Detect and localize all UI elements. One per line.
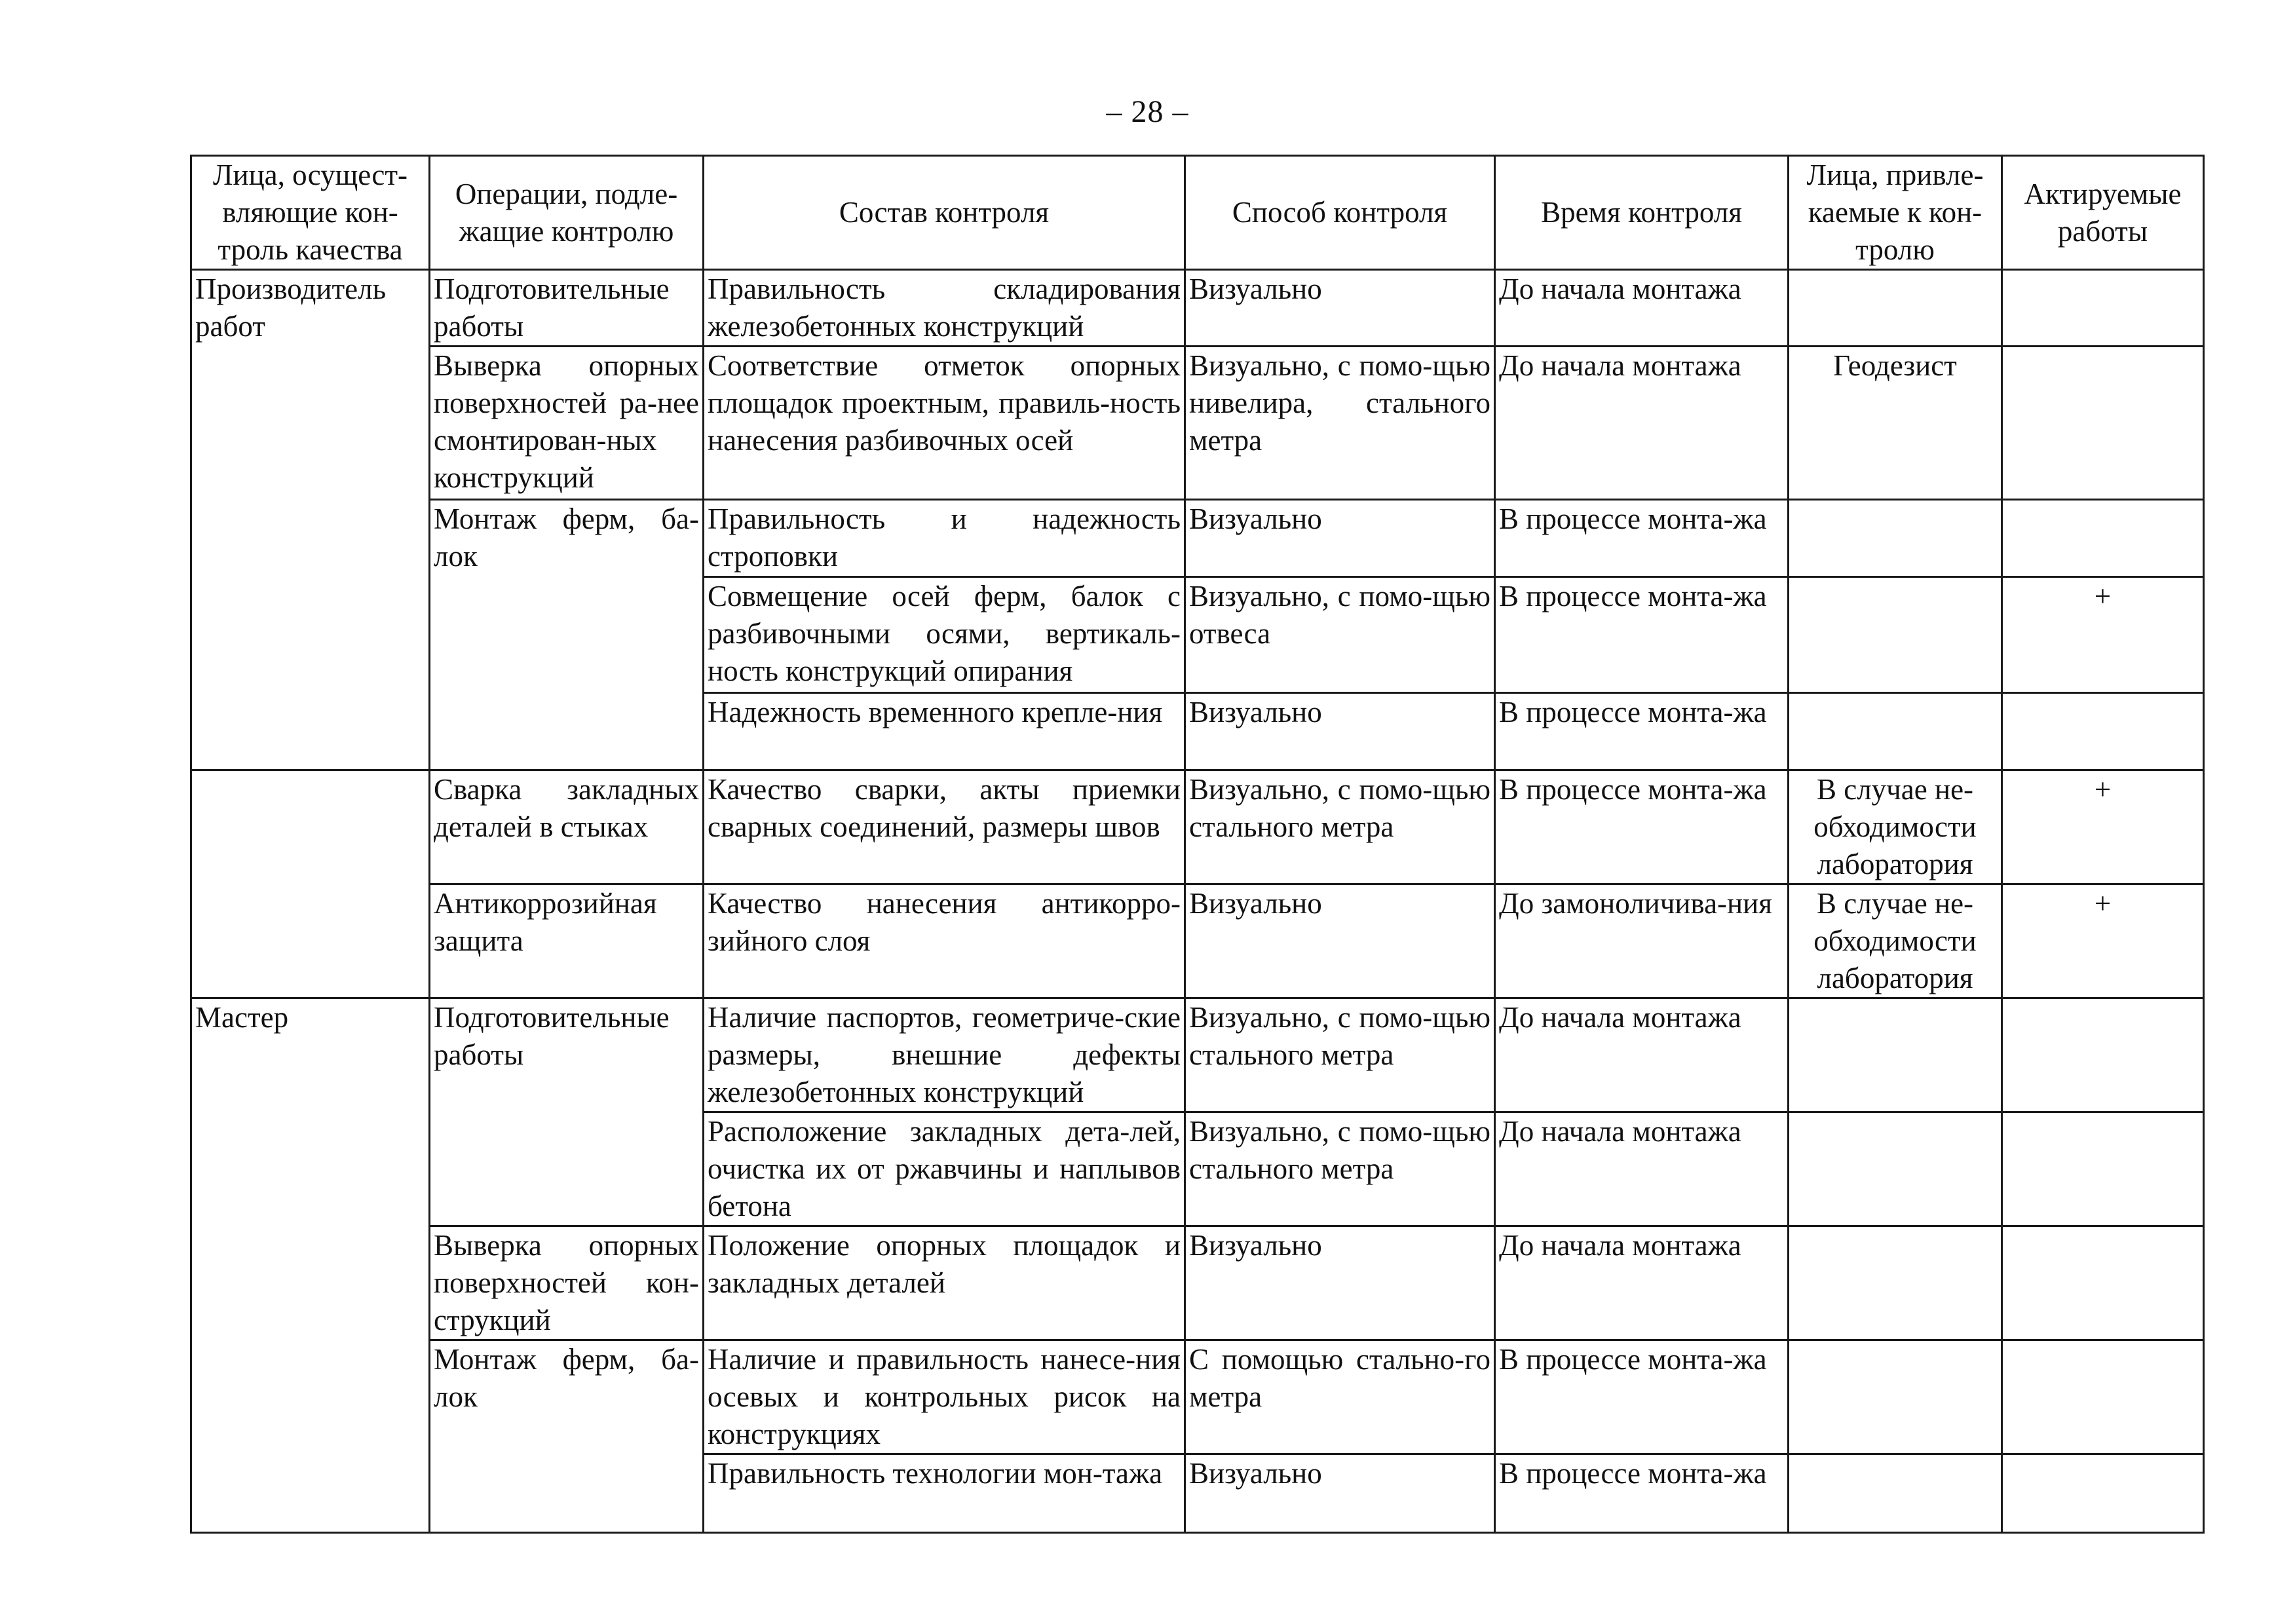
header-cell-involved: Лица, привле-каемые к кон-тролю xyxy=(1789,156,2002,270)
cell-composition: Надежность временного крепле-ния xyxy=(704,693,1185,770)
cell-involved xyxy=(1789,270,2002,347)
cell-operation: Подготовительные работы xyxy=(430,998,704,1112)
cell-operation: Сварка закладных деталей в стыках xyxy=(430,770,704,884)
header-cell-composition: Состав контроля xyxy=(704,156,1185,270)
cell-operation xyxy=(430,1112,704,1226)
cell-person xyxy=(191,1226,430,1340)
header-cell-operation: Операции, подле-жащие контролю xyxy=(430,156,704,270)
cell-method: Визуально, с помо-щью стального метра xyxy=(1185,998,1495,1112)
header-cell-method: Способ контроля xyxy=(1185,156,1495,270)
cell-acts xyxy=(2002,1454,2204,1533)
cell-person xyxy=(191,770,430,884)
cell-person: Производитель работ xyxy=(191,270,430,347)
cell-involved xyxy=(1789,1340,2002,1454)
cell-acts: + xyxy=(2002,884,2204,998)
table-header xyxy=(191,156,2204,270)
cell-operation: Антикоррозийная защита xyxy=(430,884,704,998)
cell-acts xyxy=(2002,998,2204,1112)
page-number: – 28 – xyxy=(1106,94,1189,129)
cell-time: В процессе монта-жа xyxy=(1495,1454,1789,1533)
cell-operation: Подготовительные работы xyxy=(430,270,704,347)
cell-person xyxy=(191,500,430,577)
cell-person xyxy=(191,1340,430,1454)
cell-acts xyxy=(2002,270,2204,347)
cell-involved: Геодезист xyxy=(1789,347,2002,500)
cell-composition: Правильность технологии мон-тажа xyxy=(704,1454,1185,1533)
cell-composition: Качество сварки, акты приемки сварных соединений, размеры швов xyxy=(704,770,1185,884)
cell-operation xyxy=(430,1454,704,1533)
cell-method: Визуально xyxy=(1185,1226,1495,1340)
table-row xyxy=(191,884,2204,998)
table-body xyxy=(191,270,2204,1533)
table-row xyxy=(191,1226,2204,1340)
cell-method: Визуально, с помо-щью отвеса xyxy=(1185,577,1495,693)
cell-time: В процессе монта-жа xyxy=(1495,577,1789,693)
table-row xyxy=(191,1340,2204,1454)
cell-method: Визуально xyxy=(1185,270,1495,347)
cell-involved xyxy=(1789,998,2002,1112)
cell-involved xyxy=(1789,1226,2002,1340)
header-cell-time: Время контроля xyxy=(1495,156,1789,270)
cell-time: До начала монтажа xyxy=(1495,347,1789,500)
table-row xyxy=(191,347,2204,500)
cell-method: Визуально xyxy=(1185,1454,1495,1533)
table-row xyxy=(191,500,2204,577)
cell-involved: В случае не-обходимости лаборатория xyxy=(1789,884,2002,998)
cell-method: С помощью стально-го метра xyxy=(1185,1340,1495,1454)
quality-control-table xyxy=(190,155,2205,1534)
cell-time: В процессе монта-жа xyxy=(1495,1340,1789,1454)
cell-time: В процессе монта-жа xyxy=(1495,770,1789,884)
cell-operation xyxy=(430,577,704,693)
cell-time: До начала монтажа xyxy=(1495,1112,1789,1226)
cell-involved xyxy=(1789,500,2002,577)
cell-composition: Правильность складирования железобетонных конструкций xyxy=(704,270,1185,347)
cell-composition: Правильность и надежность строповки xyxy=(704,500,1185,577)
table-row xyxy=(191,998,2204,1112)
cell-time: В процессе монта-жа xyxy=(1495,693,1789,770)
header-cell-person: Лица, осущест-вляющие кон-троль качества xyxy=(191,156,430,270)
table-row xyxy=(191,693,2204,770)
table-row xyxy=(191,1454,2204,1533)
cell-acts xyxy=(2002,347,2204,500)
cell-involved xyxy=(1789,577,2002,693)
cell-person xyxy=(191,347,430,500)
cell-time: До начала монтажа xyxy=(1495,998,1789,1112)
cell-method: Визуально, с помо-щью стального метра xyxy=(1185,770,1495,884)
cell-time: До начала монтажа xyxy=(1495,270,1789,347)
cell-operation xyxy=(430,693,704,770)
table-row xyxy=(191,770,2204,884)
cell-person: Мастер xyxy=(191,998,430,1112)
cell-involved xyxy=(1789,1112,2002,1226)
cell-method: Визуально xyxy=(1185,500,1495,577)
cell-composition: Положение опорных площадок и закладных деталей xyxy=(704,1226,1185,1340)
header-cell-acts: Актируемые работы xyxy=(2002,156,2204,270)
cell-time: До начала монтажа xyxy=(1495,1226,1789,1340)
table-row xyxy=(191,270,2204,347)
cell-acts xyxy=(2002,1340,2204,1454)
cell-person xyxy=(191,1112,430,1226)
table-row xyxy=(191,1112,2204,1226)
cell-acts xyxy=(2002,1112,2204,1226)
cell-method: Визуально xyxy=(1185,693,1495,770)
cell-composition: Качество нанесения антикорро-зийного слоя xyxy=(704,884,1185,998)
cell-acts: + xyxy=(2002,577,2204,693)
cell-operation: Выверка опорных поверхностей кон-струкций xyxy=(430,1226,704,1340)
cell-acts xyxy=(2002,1226,2204,1340)
cell-involved xyxy=(1789,1454,2002,1533)
cell-person xyxy=(191,884,430,998)
cell-time: До замоноличива-ния xyxy=(1495,884,1789,998)
cell-time: В процессе монта-жа xyxy=(1495,500,1789,577)
cell-acts xyxy=(2002,500,2204,577)
cell-person xyxy=(191,577,430,693)
cell-composition: Наличие и правильность нанесе-ния осевых и контрольных рисок на конструкциях xyxy=(704,1340,1185,1454)
cell-acts: + xyxy=(2002,770,2204,884)
cell-composition: Соответствие отметок опорных площадок проектным, правиль-ность нанесения разбивочных осей xyxy=(704,347,1185,500)
cell-operation: Выверка опорных поверхностей ра-нее смонтирован-ных конструкций xyxy=(430,347,704,500)
table-row xyxy=(191,577,2204,693)
cell-method: Визуально, с помо-щью нивелира, стального метра xyxy=(1185,347,1495,500)
cell-operation: Монтаж ферм, ба-лок xyxy=(430,1340,704,1454)
cell-person xyxy=(191,1454,430,1533)
cell-involved xyxy=(1789,693,2002,770)
cell-composition: Наличие паспортов, геометриче-ские размеры, внешние дефекты железобетонных конструкций xyxy=(704,998,1185,1112)
cell-method: Визуально xyxy=(1185,884,1495,998)
cell-involved: В случае не-обходимости лаборатория xyxy=(1789,770,2002,884)
cell-acts xyxy=(2002,693,2204,770)
cell-composition: Совмещение осей ферм, балок с разбивочными осями, вертикаль-ность конструкций опирания xyxy=(704,577,1185,693)
cell-operation: Монтаж ферм, ба-лок xyxy=(430,500,704,577)
cell-person xyxy=(191,693,430,770)
cell-composition: Расположение закладных дета-лей, очистка их от ржавчины и наплывов бетона xyxy=(704,1112,1185,1226)
cell-method: Визуально, с помо-щью стального метра xyxy=(1185,1112,1495,1226)
